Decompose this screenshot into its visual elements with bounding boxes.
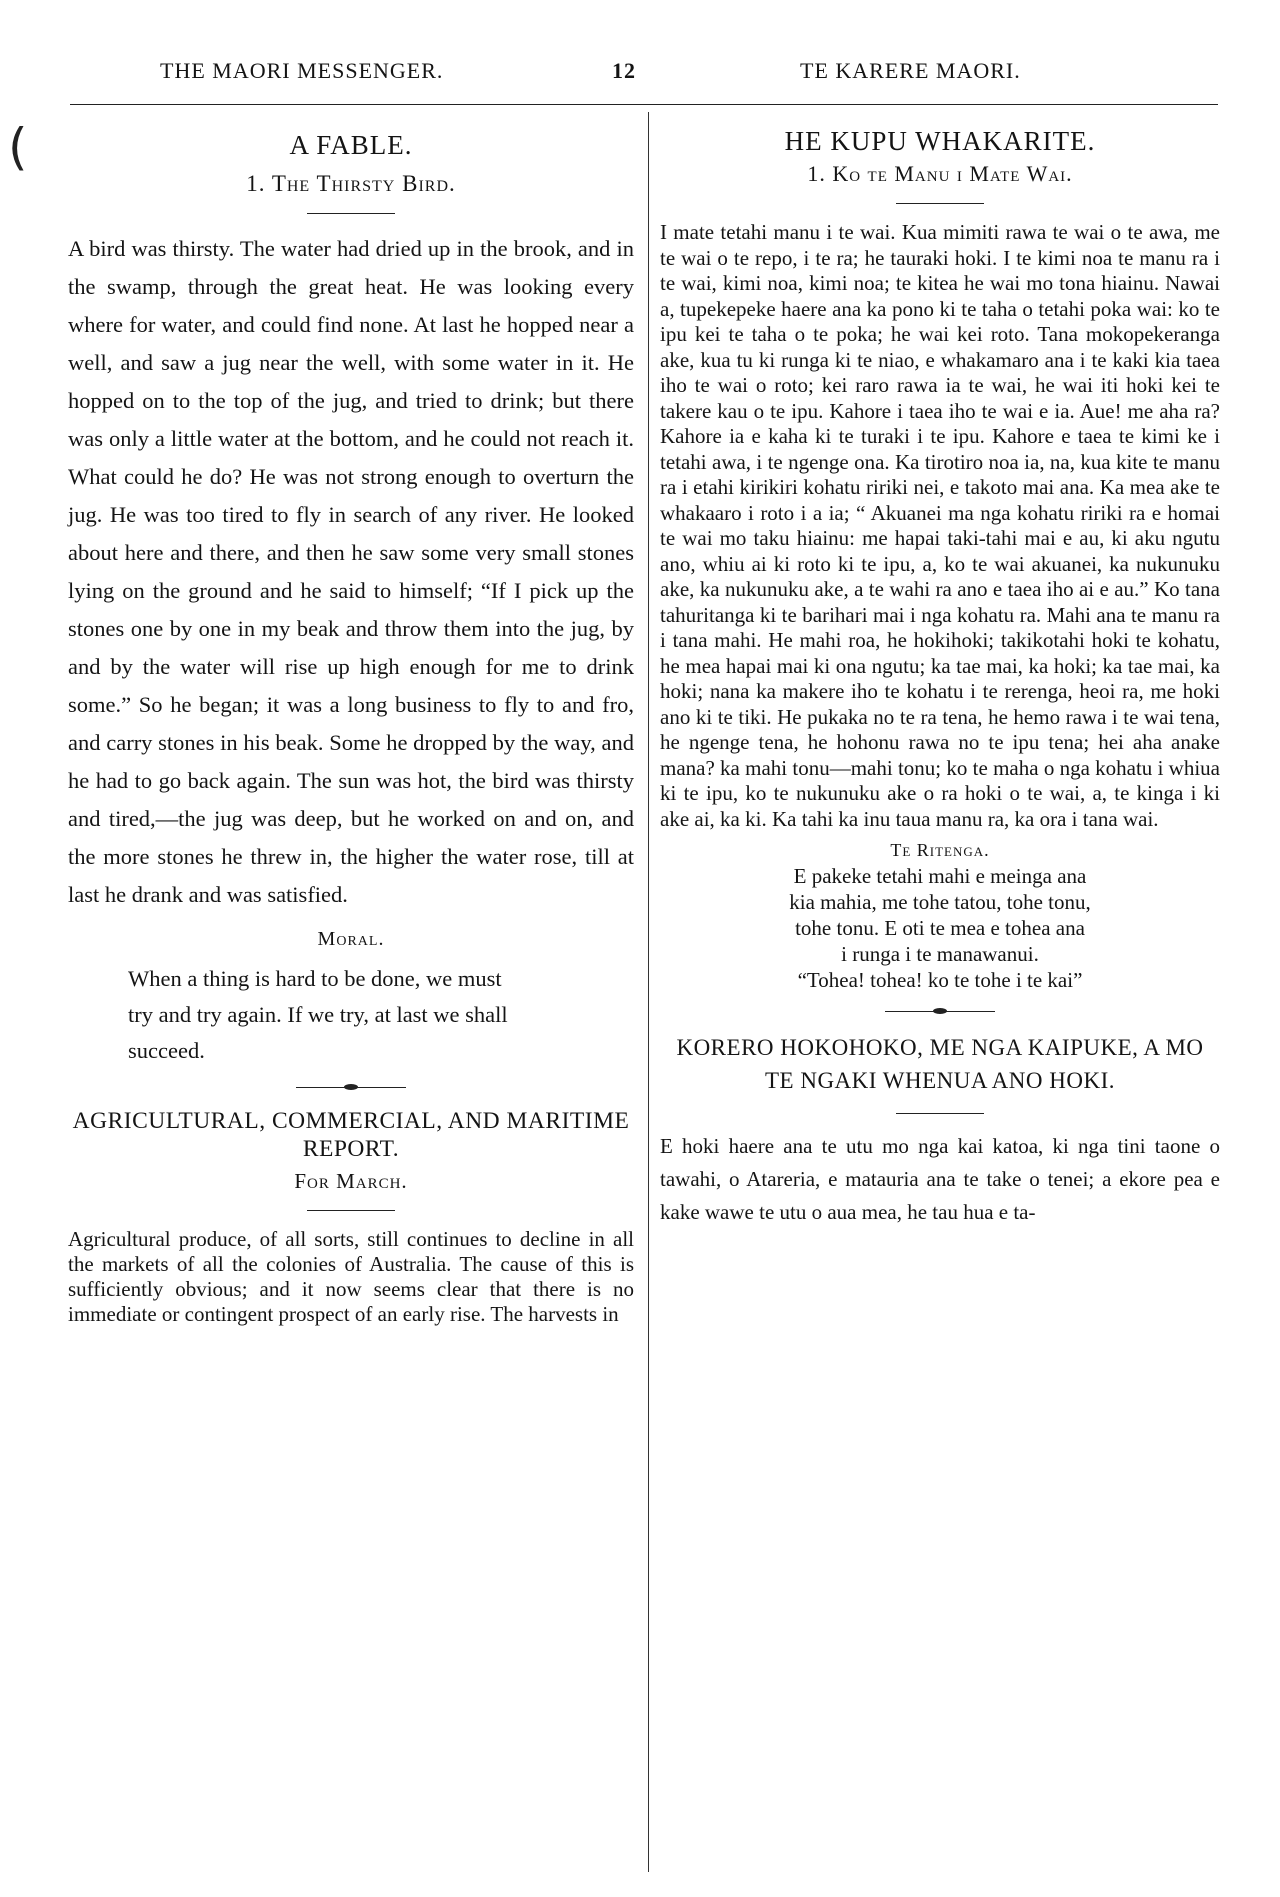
report-title: AGRICULTURAL, COMMERCIAL, AND MARITIME REPORT. (72, 1108, 630, 1162)
verse-line: E pakeke tetahi mahi e meinga ana (793, 864, 1087, 888)
ornament-rule (885, 1007, 995, 1017)
fable-title: A FABLE. (289, 130, 413, 160)
verse-heading: Te Ritenga. (890, 840, 990, 860)
english-column (68, 112, 634, 1327)
ornament-rule (296, 1083, 406, 1093)
verse-line: tohe tonu. E oti te mea e tohea ana (795, 916, 1085, 940)
section-rule (896, 203, 984, 204)
section-rule (307, 1210, 395, 1211)
running-head-english: THE MAORI MESSENGER. (160, 58, 444, 83)
column-divider (648, 112, 649, 1872)
maori-column (660, 112, 1220, 1229)
verse-line: i runga i te manawanui. (841, 942, 1039, 966)
verse-line: “Tohea! tohea! ko te tohe i te kai” (797, 968, 1083, 992)
korero-body: E hoki haere ana te utu mo nga kai katoa, ki nga tini taone o tawahi, o Atareria, e matauria ana te take o tenei; a ekore pea e kake wawe te utu o aua mea, he tau hua e ta- (660, 1134, 1220, 1224)
section-rule (896, 1113, 984, 1114)
maori-fable-title: HE KUPU WHAKARITE. (784, 126, 1096, 156)
report-body: Agricultural produce, of all sorts, still continues to decline in all the markets of all the colonies of Australia. The cause of this is sufficiently obvious; and it now seems clear that there is no immediate or contingent prospect of an early rise. The harvests in (68, 1227, 634, 1326)
header-rule (70, 104, 1218, 105)
korero-title: KORERO HOKOHOKO, ME NGA KAIPUKE, A MO TE NGAKI WHENUA ANO HOKI. (676, 1035, 1204, 1093)
report-subtitle: For March. (294, 1169, 408, 1193)
fable-subtitle: 1. The Thirsty Bird. (246, 171, 456, 196)
moral-heading: Moral. (317, 928, 385, 950)
section-rule (307, 213, 395, 214)
maori-fable-body: I mate tetahi manu i te wai. Kua mimiti rawa te wai o te awa, me te wai o te repo, i te ra; he tauraki hoki. I te kimi noa te manu ra i te wai, kimi noa, kimi noa; te kitea he wai mo tona hiainu. Nawai a, tupekepeke haere ana ka pono ki te taha o tetahi poka wai: ko te ipu kei te taha o te poka; he wai kei roto. Tana mokopekeranga ake, kua tu ki runga ki te niao, e whakamaro ana i te kaki kia taea iho te wai o roto; kei raro rawa ia te wai, he wai iti hoki kei te takere kau o te ipu. Kahore i taea iho te wai e ia. Aue! me aha ra? Kahore ia e kaha ki te turaki i te ipu. Kahore e taea te kimi ke i tetahi awa, i te ngenge ona. Ka tirotiro noa ia, na, kua kite te manu ra i etahi kirikiri kohatu ririki nei, e takoto mai ana. Ka mea ake te whakaaro i roto i a ia; “ Akuanei ma nga kohatu ririki ra e homai te wai mo taku hiainu: me hapai taki-tahi mai e au, ki aku ngutu ano, whiu ai ki roto ki te ipu, a, ko te wai akuanei, ka nukunuku ake, ka nukunuku ake, a te wahi ra ano e taea iho ai e au.” Ko tana tahuritanga ki te barihari mai i nga kohatu ra. Mahi ana te manu ra i tana mahi. He mahi roa, he hokihoki; takikotahi hoki te kohatu, he mea hapai mai ki ona ngutu; ka tae mai, ka hoki; ka tae mai, ka hoki; nana ka makere iho te kohatu i te rerenga, heoi ra, me hoki ano ki te tiki. He pukaka no te ra tena, he hemo rawa i te wai tena, he ngenge tena, he hohonu rawa no te ipu tena; hei aha anake mana? ka mahi tonu—mahi tonu; ko te maha o nga kohatu i whiua ki te ipu, ko te nukunuku ake o ra hoki o te wai, a, te kinga i ki ake ai, ka ki. Ka tahi ka inu taua manu ra, ka ora i tana wai. (660, 220, 1220, 831)
fable-body: A bird was thirsty. The water had dried up in the brook, and in the swamp, through the great heat. He was looking every where for water, and could find none. At last he hopped near a well, and saw a jug near the well, with some water in it. He hopped on to the top of the jug, and tried to drink; but there was only a little water at the bottom, and he could not reach it. What could he do? He was not strong enough to overturn the jug. He was too tired to fly in search of any river. He looked about here and there, and then he saw some very small stones lying on the ground and he said to himself; “If I pick up the stones one by one in my beak and throw them into the jug, by and by the water will rise up high enough for me to drink some.” So he began; it was a long business to fly to and fro, and carry stones in his beak. Some he dropped by the way, and he had to go back again. The sun was hot, the bird was thirsty and tired,—the jug was deep, but he worked on and on, and the more stones he threw in, the higher the water rose, till at last he drank and was satisfied. (68, 236, 634, 907)
moral-text: When a thing is hard to be done, we must try and try again. If we try, at last we shall succeed. (128, 966, 508, 1063)
page-number: 12 (612, 58, 636, 83)
margin-mark: ( (8, 118, 28, 176)
running-head-maori: TE KARERE MAORI. (800, 58, 1021, 83)
verse-line: kia mahia, me tohe tatou, tohe tonu, (789, 890, 1091, 914)
maori-fable-subtitle: 1. Ko te Manu i Mate Wai. (807, 161, 1073, 186)
